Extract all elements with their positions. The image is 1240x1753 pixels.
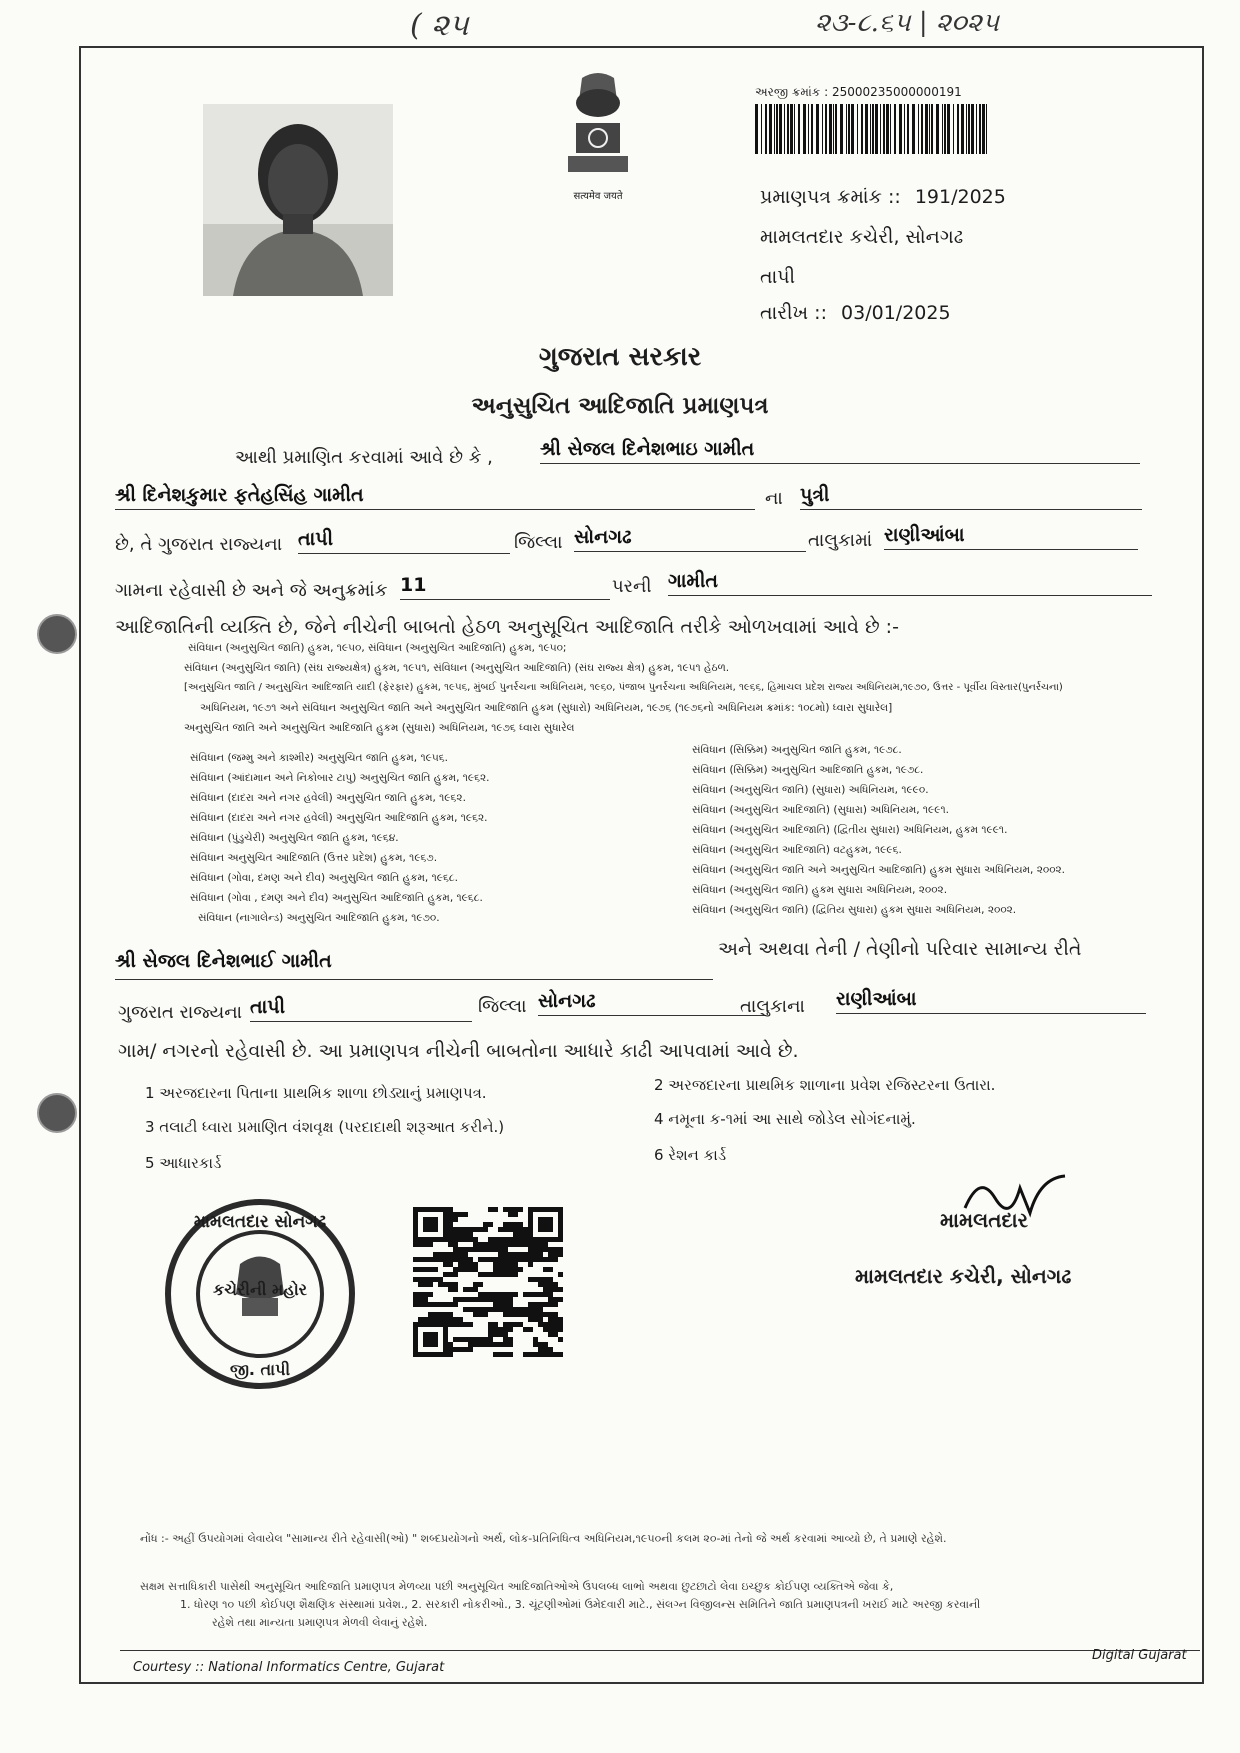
handwritten-serial: ( ૨૫ [410, 8, 469, 43]
intro-text: આથી પ્રમાણિત કરવામાં આવે છે કે , [235, 447, 493, 468]
document-item: 4 નમૂના ક-૧માં આ સાથે જોડેલ સોગંદનામું. [654, 1110, 916, 1128]
residence-person: શ્રી સેજલ દિનેશભાઈ ગામીત [115, 950, 713, 980]
order-left-item: સંવિધાન અનુસુચિત આદિજાતિ (ઉત્તર પ્રદેશ) હુકમ, ૧૯૬૭. [190, 852, 438, 864]
na-label: ના [765, 488, 783, 509]
issue-date: 03/01/2025 [841, 302, 951, 324]
punch-hole-top [37, 614, 77, 654]
state-value: તાપી [298, 528, 510, 554]
order-line-2: સંવિધાન (અનુસુચિત જાતિ) (સંઘ રાજ્યક્ષેત્ર) હુકમ, ૧૯૫૧, સંવિધાન (અનુસુચિત આદિજાતિ) (સંઘ રાજ્ય ક્ષેત્ર) હુકમ, ૧૯૫૧ હેઠળ. [184, 662, 730, 674]
order-left-item: સંવિધાન (આંદામાન અને નિકોબાર ટાપુ) અનુસુચિત જાતિ હુકમ, ૧૯૬૨. [190, 772, 490, 784]
order-left-item: સંવિધાન (ગોવા , દમણ અને દીવ) અનુસુચિત આદિજાતિ હુકમ, ૧૯૬૮. [190, 892, 483, 904]
punch-hole-bottom [37, 1093, 77, 1133]
residence-taluka-value: રાણીઆંબા [836, 988, 1146, 1014]
handwritten-date: ૨૩-૮.૬૫ | ૨૦૨૫ [815, 8, 1000, 38]
order-right-item: સંવિધાન (અનુસુચિત આદિજાતિ) (સુધારા) અધિનિયમ, ૧૯૯૧. [692, 804, 949, 816]
note-residence: નોંધ :- અહીં ઉપયોગમાં લેવાયેલ "સામાન્ય રીતે રહેવાસી(ઓ) " શબ્દપ્રયોગનો અર્થ, લોક-પ્રતિનિધિત્વ અધિનિયમ,૧૯૫૦ની કલમ ૨૦-માં તેનો જે અર્થ કરવામાં આવ્યો છે, તે પ્રમાણે રહેશે. [140, 1532, 947, 1545]
family-text: અને અથવા તેની / તેણીનો પરિવાર સામાન્ય રીતે [718, 938, 1082, 960]
seal-top-text: મામલતદાર સોનગઢ [193, 1212, 327, 1232]
order-right-item: સંવિધાન (અનુસુચિત જાતિ) (દ્વિતિય સુધારા) હુકમ સુધારા અધિનિયમ, ૨૦૦૨. [692, 904, 1017, 916]
residence-state-label: ગુજરાત રાજ્યના [118, 1002, 243, 1023]
village-label: ગામના રહેવાસી છે અને જે અનુક્રમાંક [115, 580, 388, 601]
relation: પુત્રી [800, 484, 1142, 510]
document-item: 1 અરજદારના પિતાના પ્રાથમિક શાળા છોડ્યાનું પ્રમાણપત્ર. [145, 1084, 487, 1102]
orders-left-column [190, 748, 490, 928]
application-number: અરજી ક્રમાંક : 25000235000000191 [755, 85, 962, 99]
document-item: 6 રેશન કાર્ડ [654, 1146, 727, 1164]
seal-bottom-text: જી. તાપી [229, 1360, 291, 1379]
residence-state-value: તાપી [250, 996, 472, 1022]
order-line-1: સંવિધાન (અનુસુચિત જાતિ) હુકમ, ૧૯૫૦, સંવિધાન (અનુસુચિત આદિજાતિ) હુકમ, ૧૯૫૦; [188, 642, 567, 654]
state-label: છે, તે ગુજરાત રાજ્યના [115, 534, 283, 555]
order-left-item: સંવિધાન (ગોવા, દમણ અને દીવ) અનુસુચિત જાતિ હુકમ, ૧૯૬૮. [190, 872, 458, 884]
government-title: ગુજરાત સરકાર [538, 342, 702, 372]
order-left-item: સંવિધાન (દાદરા અને નગર હવેલી) અનુસુચિત જાતિ હુકમ, ૧૯૬૨. [190, 792, 466, 804]
serial-number: 11 [400, 574, 610, 600]
recognition-text: આદિજાતિની વ્યક્તિ છે, જેને નીચેની બાબતો હેઠળ અનુસૂચિત આદિજાતિ તરીકે ઓળખવામાં આવે છે :- [115, 616, 899, 638]
taluka-label: તાલુકામાં [808, 530, 873, 551]
applicant-name: શ્રી સેજલ દિનેશભાઇ ગામીત [540, 438, 1140, 464]
basis-text: ગામ/ નગરનો રહેવાસી છે. આ પ્રમાણપત્ર નીચેની બાબતોના આધારે કાઢી આપવામાં આવે છે. [118, 1040, 799, 1062]
issuing-office: મામલતદાર કચેરી, સોનગઢ [760, 226, 964, 248]
order-left-item: સંવિધાન (નાગાલેન્ડ) અનુસુચિત આદિજાતિ હુકમ, ૧૯૭૦. [198, 912, 440, 924]
national-emblem [552, 68, 644, 200]
footer-courtesy: Courtesy :: National Informatics Centre, Gujarat [133, 1660, 445, 1675]
district-value: સોનગઢ [574, 526, 806, 552]
emblem-motto: सत्यमेव जयते [573, 191, 623, 202]
orders-right-column [692, 740, 1065, 920]
order-right-item: સંવિધાન (અનુસુચિત આદિજાતિ) વટહુકમ, ૧૯૯૬. [692, 844, 902, 856]
note-uses: 1. ધોરણ ૧૦ પછી કોઈપણ શૈક્ષણિક સંસ્થામાં પ્રવેશ., 2. સરકારી નોકરીઓ., 3. ચૂંટણીઓમાં ઉમેદવારી માટે., સંલગ્ન વિજીલન્સ સમિતિને જાતિ પ્રમાણપત્રની ખરાઈ માટે અરજી કરવાની [180, 1598, 981, 1611]
order-right-item: સંવિધાન (અનુસુચિત જાતિ અને અનુસુચિત આદિજાતિ) હુકમ સુધારા અધિનિયમ, ૨૦૦૨. [692, 864, 1066, 876]
signatory-office: મામલતદાર કચેરી, સોનગઢ [855, 1264, 1072, 1288]
order-right-item: સંવિધાન (અનુસુચિત જાતિ) (સુધારા) અધિનિયમ, ૧૯૯૦. [692, 784, 929, 796]
order-left-item: સંવિધાન (પુંડુચેરી) અનુસુચિત જાતિ હુકમ, ૧૯૬૪. [190, 832, 399, 844]
applicant-photo [203, 104, 393, 296]
footer-divider [120, 1650, 1200, 1651]
barcode [755, 104, 990, 154]
signatory-title: મામલતદાર [940, 1208, 1028, 1232]
date-label: તારીખ :: [760, 302, 827, 324]
par-label: પરની [612, 576, 652, 597]
seal-middle-text: કચેરીની મહોર [213, 1280, 307, 1299]
certificate-number-label: પ્રમાણપત્ર ક્રમાંક :: [760, 186, 901, 208]
order-line-3: [અનુસુચિત જાતિ / અનુસુચિત આદિજાતિ યાદી (ફેરફાર) હુકમ, ૧૯૫૬, મુંબઈ પુનર્રચના અધિનિયમ, ૧૯૬૦, પંજાબ પુનર્રચના અધિનિયમ, ૧૯૬૬, હિમાચલ પ્રદેશ રાજ્ય અધિનિયમ,૧૯૭૦, ઉત્તર - પૂર્વીય વિસ્તાર(પુનર્રચના) [184, 682, 1063, 693]
residence-taluka-label: તાલુકાના [740, 996, 805, 1017]
certificate-title: અનુસુચિત આદિજાતિ પ્રમાણપત્ર [471, 393, 769, 419]
order-left-item: સંવિધાન (જમ્મુ અને કાશ્મીર) અનુસુચિત જાતિ હુકમ, ૧૯૫૬. [190, 752, 448, 764]
certificate-number-row [760, 186, 1006, 208]
document-item: 5 આધારકાર્ડ [145, 1154, 222, 1172]
order-right-item: સંવિધાન (અનુસુચિત જાતિ) હુકમ સુધારા અધિનિયમ, ૨૦૦૨. [692, 884, 948, 896]
note-competent-authority: સક્ષમ સત્તાધિકારી પાસેથી અનુસૂચિત આદિજાતિ પ્રમાણપત્ર મેળવ્યા પછી અનુસૂચિત આદિજાતિઓએ ઉપલબ્ધ લાભો અથવા છુટછાટો લેવા ઇચ્છુક કોઈપણ વ્યક્તિએ જેવા કે, [140, 1580, 894, 1593]
document-item: 3 તલાટી ધ્વારા પ્રમાણિત વંશવૃક્ષ (પરદાદાથી શરૂઆત કરીને.) [145, 1118, 505, 1136]
taluka-value: રાણીઆંબા [884, 524, 1138, 550]
district-label: જિલ્લા [514, 532, 563, 553]
issuing-district: તાપી [760, 266, 796, 288]
document-item: 2 અરજદારના પ્રાથમિક શાળાના પ્રવેશ રજિસ્ટરના ઉતારા. [654, 1076, 996, 1094]
date-row [760, 302, 951, 324]
note-validity: રહેશે તથા માન્યતા પ્રમાણપત્ર મેળવી લેવાનું રહેશે. [212, 1616, 428, 1629]
order-line-5: અનુસુચિત જાતિ અને અનુસુચિત આદિજાતિ હુકમ (સુધારા) અધિનિયમ, ૧૯૭૬ ધ્વારા સુધારેલ [184, 722, 575, 734]
order-line-4: અધિનિયમ, ૧૯૭૧ અને સંવિધાન અનુસુચિત જાતિ અને અનુસુચિત આદિજાતિ હુકમ (સુધારો) અધિનિયમ, ૧૯૭૬ (૧૯૭૬નો અધિનિયમ ક્રમાંક: ૧૦૮મો) ધ્વારા સુધારેલ] [200, 702, 893, 714]
tribe-name: ગામીત [668, 570, 1152, 596]
father-name: શ્રી દિનેશકુમાર ફતેહસિંહ ગામીત [115, 484, 755, 510]
order-right-item: સંવિધાન (સિક્કિમ) અનુસુચિત આદિજાતિ હુકમ, ૧૯૭૮. [692, 764, 924, 776]
certificate-number: 191/2025 [914, 186, 1006, 208]
order-left-item: સંવિધાન (દાદરા અને નગર હવેલી) અનુસુચિત આદિજાતિ હુકમ, ૧૯૬૨. [190, 812, 488, 824]
office-seal [160, 1194, 360, 1394]
order-right-item: સંવિધાન (અનુસુચિત આદિજાતિ) (દ્વિતીય સુધારા) અધિનિયમ, હુકમ ૧૯૯૧. [692, 824, 1008, 836]
qr-code [413, 1207, 563, 1357]
residence-district-label: જિલ્લા [478, 996, 527, 1017]
order-right-item: સંવિધાન (સિક્કિમ) અનુસુચિત જાતિ હુકમ, ૧૯૭૮. [692, 744, 902, 756]
footer-brand: Digital Gujarat [1092, 1648, 1187, 1663]
residence-district-value: સોનગઢ [538, 990, 766, 1016]
